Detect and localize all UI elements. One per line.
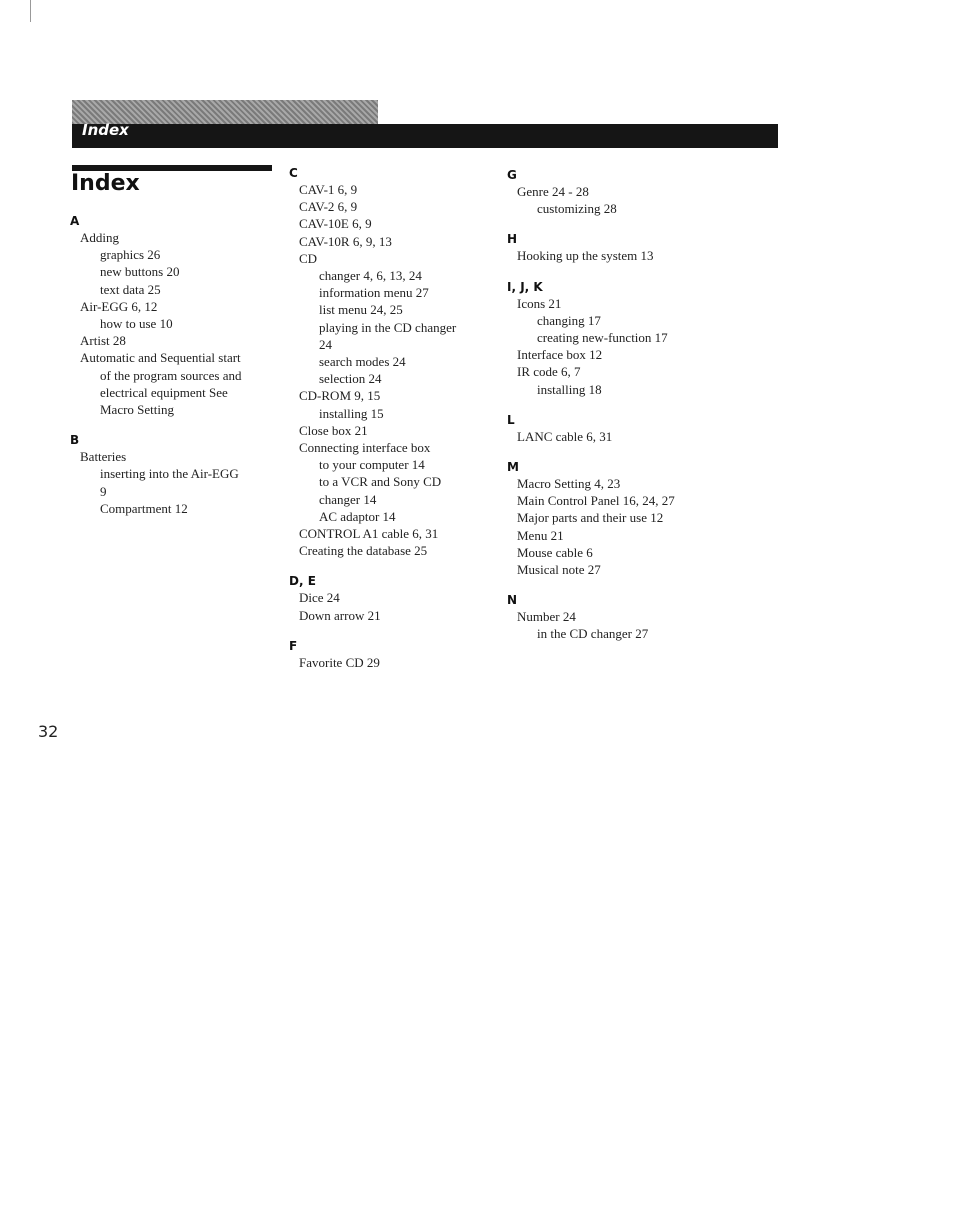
index-entry: CD-ROM 9, 15 xyxy=(299,388,381,404)
section-letter: N xyxy=(507,593,518,608)
index-subentry: text data 25 xyxy=(100,281,161,297)
header-bar xyxy=(72,124,778,148)
index-entry: Number 24 xyxy=(517,609,576,625)
index-column-2 xyxy=(289,165,456,671)
index-section xyxy=(507,412,675,445)
index-entry: Adding xyxy=(80,230,119,245)
index-section xyxy=(289,165,456,559)
index-entry: Down arrow 21 xyxy=(299,607,381,623)
index-subentry: customizing 28 xyxy=(537,201,617,217)
index-subentry: inserting into the Air-EGG xyxy=(100,466,239,482)
section-letter: M xyxy=(507,460,519,475)
index-entry: Macro Setting 4, 23 xyxy=(517,476,621,492)
index-entry: Creating the database 25 xyxy=(299,543,428,559)
page-number: 32 xyxy=(38,722,59,741)
index-entry: Dice 24 xyxy=(299,590,340,606)
index-entry: Major parts and their use 12 xyxy=(517,510,664,526)
index-subentry: creating new-function 17 xyxy=(537,330,668,346)
index-subentry: of the program sources and xyxy=(100,367,242,383)
index-subentry: in the CD changer 27 xyxy=(537,626,649,642)
index-section xyxy=(507,167,675,217)
index-subentry: installing 18 xyxy=(537,381,602,397)
index-section xyxy=(70,432,242,517)
index-subentry: graphics 26 xyxy=(100,247,161,263)
section-letter: C xyxy=(289,166,298,180)
index-subentry: 9 xyxy=(100,483,107,499)
index-subentry: search modes 24 xyxy=(319,354,406,370)
index-subentry: to a VCR and Sony CD xyxy=(319,474,442,490)
index-entry: Automatic and Sequential start xyxy=(80,350,241,366)
index-entry: Favorite CD 29 xyxy=(299,654,380,670)
index-entry: IR code 6, 7 xyxy=(517,364,581,380)
index-entry: Main Control Panel 16, 24, 27 xyxy=(517,493,675,509)
index-subentry: installing 15 xyxy=(319,405,384,421)
index-entry: CD xyxy=(299,250,318,266)
header-label: Index xyxy=(82,121,129,139)
index-entry: Connecting interface box xyxy=(299,440,431,456)
index-entry: CAV-2 6, 9 xyxy=(299,199,358,215)
index-entry: Air-EGG 6, 12 xyxy=(80,298,158,314)
index-entry: Mouse cable 6 xyxy=(517,544,593,560)
section-letter: B xyxy=(70,433,80,448)
index-entry: Interface box 12 xyxy=(517,347,603,363)
index-section xyxy=(507,279,675,398)
index-subentry: AC adaptor 14 xyxy=(319,508,396,524)
index-entry: CAV-10R 6, 9, 13 xyxy=(299,233,392,249)
index-section xyxy=(70,213,242,418)
index-subentry: playing in the CD changer xyxy=(319,319,457,335)
index-subentry: 24 xyxy=(319,336,332,352)
index-subentry: changer 14 xyxy=(319,491,377,507)
index-column-3 xyxy=(507,167,675,643)
index-entry: Artist 28 xyxy=(80,333,126,349)
index-subentry: changer 4, 6, 13, 24 xyxy=(319,268,422,284)
index-subentry: changing 17 xyxy=(537,312,601,328)
page-title: Index xyxy=(71,171,140,196)
section-letter: G xyxy=(507,168,517,182)
section-letter: F xyxy=(289,638,298,653)
section-letter: D, E xyxy=(289,574,316,589)
index-entry: LANC cable 6, 31 xyxy=(517,428,613,444)
index-entry: CAV-1 6, 9 xyxy=(299,182,358,197)
index-entry: Close box 21 xyxy=(299,422,368,438)
section-letter: A xyxy=(70,214,80,228)
section-letter: H xyxy=(507,232,518,247)
index-section xyxy=(507,459,675,578)
section-letter: I, J, K xyxy=(507,279,543,294)
index-section xyxy=(507,592,675,642)
section-letter: L xyxy=(507,412,515,427)
index-entry: CONTROL A1 cable 6, 31 xyxy=(299,526,439,542)
index-subentry: electrical equipment See xyxy=(100,384,228,400)
index-entry: Menu 21 xyxy=(517,527,564,543)
index-entry: CAV-10E 6, 9 xyxy=(299,216,372,232)
index-entry: Musical note 27 xyxy=(517,562,601,578)
index-subentry: how to use 10 xyxy=(100,316,173,332)
index-subentry: list menu 24, 25 xyxy=(319,302,403,318)
index-entry: Genre 24 - 28 xyxy=(517,184,589,199)
index-entry: Icons 21 xyxy=(517,295,562,311)
index-section xyxy=(507,231,675,264)
index-entry: Hooking up the system 13 xyxy=(517,248,654,264)
index-subentry: Macro Setting xyxy=(100,402,175,418)
index-subentry: Compartment 12 xyxy=(100,500,188,516)
index-subentry: selection 24 xyxy=(319,371,382,387)
index-section xyxy=(289,573,456,623)
index-entry: Batteries xyxy=(80,449,127,465)
index-column-1 xyxy=(70,213,242,517)
index-subentry: new buttons 20 xyxy=(100,264,180,280)
index-subentry: information menu 27 xyxy=(319,285,429,301)
index-subentry: to your computer 14 xyxy=(319,457,425,473)
index-section xyxy=(289,638,456,671)
scan-edge-mark xyxy=(30,0,31,22)
